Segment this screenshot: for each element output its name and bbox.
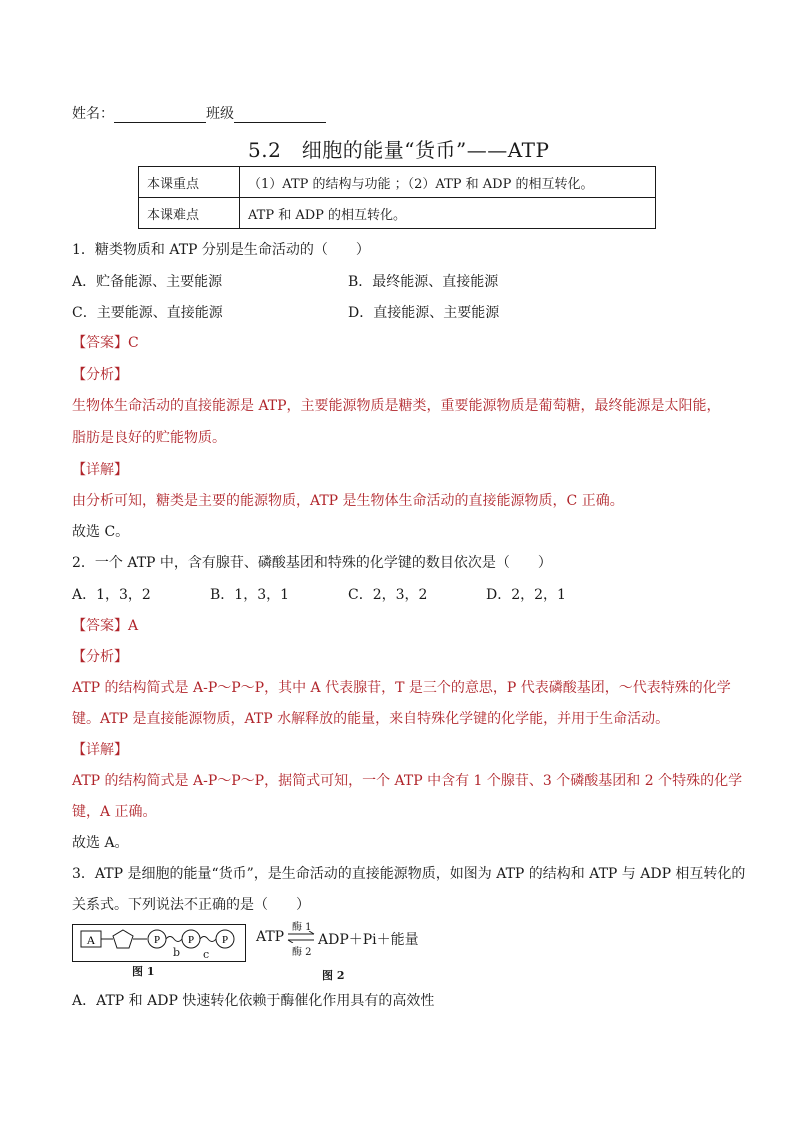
svg-text:P: P — [221, 934, 229, 946]
reversible-arrow-icon — [287, 931, 315, 943]
figure-1-caption: 图 1 — [132, 965, 155, 978]
q1-option-c[interactable]: C．主要能源、直接能源 — [72, 305, 223, 321]
q1-answer: 【答案】C — [72, 335, 139, 351]
q1-option-a[interactable]: A．贮备能源、主要能源 — [72, 274, 223, 290]
bond-label-b: b — [173, 946, 181, 959]
q2-analysis-line-2: 键。ATP 是直接能源物质，ATP 水解释放的能量，来自特殊化学键的化学能，并用于生命活动。 — [72, 711, 670, 727]
q2-analysis-line-1: ATP 的结构简式是 A-P～P～P，其中 A 代表腺苷，T 是三个的意思，P 代表磷酸基团，～代表特殊的化学 — [72, 680, 731, 696]
q2-answer: 【答案】A — [72, 618, 139, 634]
bond-label-c: c — [203, 948, 210, 961]
atp-structure-figure — [72, 924, 246, 962]
svg-text:P: P — [153, 934, 161, 946]
focus-key: 本课重点 — [139, 167, 240, 198]
fig2-products: ADP＋Pi＋能量 — [318, 932, 419, 948]
atp-structure-diagram — [73, 925, 245, 961]
q1-option-d[interactable]: D．直接能源、主要能源 — [348, 305, 500, 321]
q3-option-a[interactable]: A．ATP 和 ADP 快速转化依赖于酶催化作用具有的高效性 — [72, 993, 435, 1009]
fig2-enzyme-1: 酶 1 — [292, 922, 312, 933]
q1-analysis-line-1: 生物体生命活动的直接能源是 ATP，主要能源物质是糖类，重要能源物质是葡萄糖，最终能源是太阳能， — [72, 398, 721, 414]
page-title: 5.2 细胞的能量“货币”——ATP — [248, 138, 550, 162]
fig2-atp: ATP — [256, 929, 285, 945]
difficulty-value: ATP 和 ADP 的相互转化。 — [240, 198, 656, 229]
q1-choice: 故选 C。 — [72, 524, 130, 540]
q2-option-b[interactable]: B．1，3，1 — [210, 587, 290, 603]
svg-text:P: P — [187, 934, 195, 946]
q2-analysis-label: 【分析】 — [72, 649, 128, 665]
q1-stem: 1．糖类物质和 ATP 分别是生命活动的（ ） — [72, 242, 370, 258]
q2-option-d[interactable]: D．2，2，1 — [486, 587, 566, 603]
q2-detail-label: 【详解】 — [72, 742, 128, 758]
difficulty-key: 本课难点 — [139, 198, 240, 229]
q1-detail-label: 【详解】 — [72, 462, 128, 478]
focus-value: （1）ATP 的结构与功能 ；（2）ATP 和 ADP 的相互转化。 — [240, 167, 656, 198]
q1-analysis-label: 【分析】 — [72, 367, 128, 383]
q2-detail-line-1: ATP 的结构简式是 A-P～P～P，据简式可知，一个 ATP 中含有 1 个腺苷、3 个磷酸基团和 2 个特殊的化学 — [72, 773, 743, 789]
q2-option-a[interactable]: A．1，3，2 — [72, 587, 151, 603]
q1-detail-line-1: 由分析可知，糖类是主要的能源物质，ATP 是生物体生命活动的直接能源物质，C 正确。 — [72, 493, 624, 509]
fig2-enzyme-2: 酶 2 — [292, 947, 312, 958]
class-blank[interactable] — [234, 108, 326, 123]
figure-2-caption: 图 2 — [322, 969, 345, 982]
q2-stem: 2．一个 ATP 中，含有腺苷、磷酸基团和特殊的化学键的数目依次是（ ） — [72, 555, 552, 571]
lesson-focus-table — [138, 166, 656, 229]
class-label: 班级 — [206, 106, 234, 122]
student-info-line — [72, 103, 326, 123]
q2-choice: 故选 A。 — [72, 835, 129, 851]
q2-detail-line-2: 键，A 正确。 — [72, 804, 157, 820]
q3-stem-line-2: 关系式。下列说法不正确的是（ ） — [72, 897, 310, 913]
q3-stem-line-1: 3．ATP 是细胞的能量“货币”，是生命活动的直接能源物质，如图为 ATP 的结构和 ATP 与 ADP 相互转化的 — [72, 866, 746, 882]
q1-option-b[interactable]: B．最终能源、直接能源 — [348, 274, 499, 290]
adenine-label: A — [86, 933, 96, 947]
ribose-pentagon — [113, 930, 133, 948]
table-row — [139, 198, 656, 229]
q2-option-c[interactable]: C．2，3，2 — [348, 587, 428, 603]
name-blank[interactable] — [114, 108, 206, 123]
q1-analysis-line-2: 脂肪是良好的贮能物质。 — [72, 430, 226, 446]
table-row — [139, 167, 656, 198]
name-label: 姓名： — [72, 106, 114, 122]
